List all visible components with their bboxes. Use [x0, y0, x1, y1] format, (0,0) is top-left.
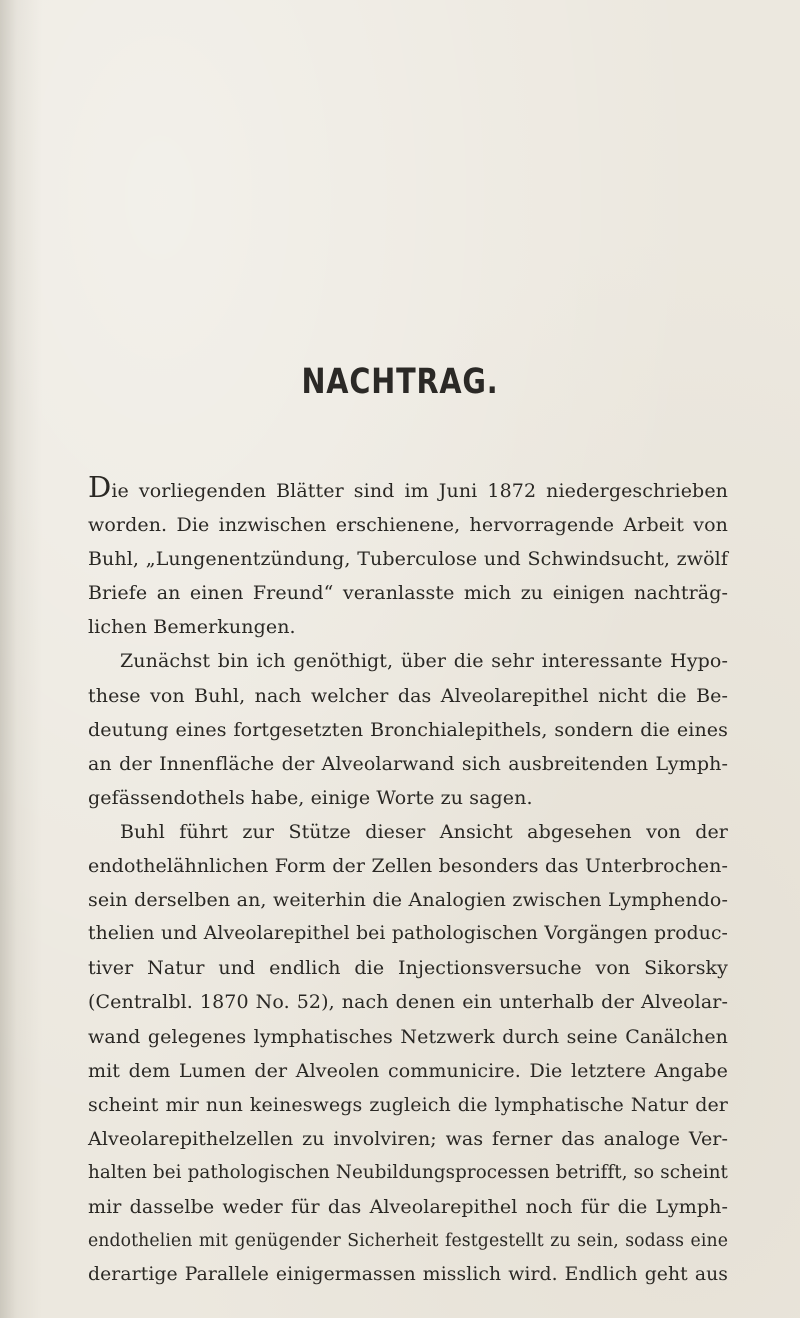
- text-line: endothelähnlichen Form der Zellen besonders das Unterbrochen-: [88, 855, 728, 878]
- text-line: these von Buhl, nach welcher das Alveolarepithel nicht die Be-: [88, 684, 728, 707]
- text-line: thelien und Alveolarepithel bei pathologischen Vorgängen produc-: [88, 923, 728, 945]
- text-line: mit dem Lumen der Alveolen communicire. Die letztere Angabe: [88, 1059, 728, 1082]
- text-line: lichen Bemerkungen.: [88, 616, 296, 639]
- body-text: [88, 470, 728, 1292]
- text-line: halten bei pathologischen Neubildungsprocessen betrifft, so scheint: [88, 1161, 728, 1183]
- text-line: Zunächst bin ich genöthigt, über die sehr interessante Hypo-: [120, 650, 728, 673]
- text-line: Buhl führt zur Stütze dieser Ansicht abgesehen von der: [120, 820, 728, 843]
- text-line: gefässendothels habe, einige Worte zu sagen.: [88, 786, 533, 809]
- text-line: derartige Parallele einigermassen misslich wird. Endlich geht aus: [88, 1264, 728, 1286]
- text-line: deutung eines fortgesetzten Bronchialepithels, sondern die eines: [88, 718, 728, 741]
- text-line: scheint mir nun keineswegs zugleich die lymphatische Natur der: [88, 1093, 728, 1116]
- text-line: endothelien mit genügender Sicherheit festgestellt zu sein, sodass eine: [88, 1231, 728, 1252]
- drop-cap: D: [88, 470, 112, 504]
- text-line: Die vorliegenden Blätter sind im Juni 1872 niedergeschrieben: [88, 470, 728, 504]
- text-line: wand gelegenes lymphatisches Netzwerk durch seine Canälchen: [88, 1025, 728, 1048]
- page-gutter-shadow: [0, 0, 42, 1318]
- text-line: tiver Natur und endlich die Injectionsversuche von Sikorsky: [88, 957, 728, 980]
- text-line: Buhl, „Lungenentzündung, Tuberculose und Schwindsucht, zwölf: [88, 548, 728, 571]
- text-line: sein derselben an, weiterhin die Analogien zwischen Lymphendo-: [88, 889, 728, 912]
- text-line: (Centralbl. 1870 No. 52), nach denen ein unterhalb der Alveolar-: [88, 991, 728, 1014]
- page-title: NACHTRAG.: [301, 362, 499, 402]
- text-line: mir dasselbe weder für das Alveolarepithel noch für die Lymph-: [88, 1195, 728, 1218]
- text-line: an der Innenfläche der Alveolarwand sich ausbreitenden Lymph-: [88, 752, 728, 775]
- text-line: Briefe an einen Freund“ veranlasste mich zu einigen nachträg-: [88, 582, 728, 605]
- text-line: Alveolarepithelzellen zu involviren; was ferner das analoge Ver-: [88, 1127, 728, 1150]
- text-line: worden. Die inzwischen erschienene, hervorragende Arbeit von: [88, 514, 728, 537]
